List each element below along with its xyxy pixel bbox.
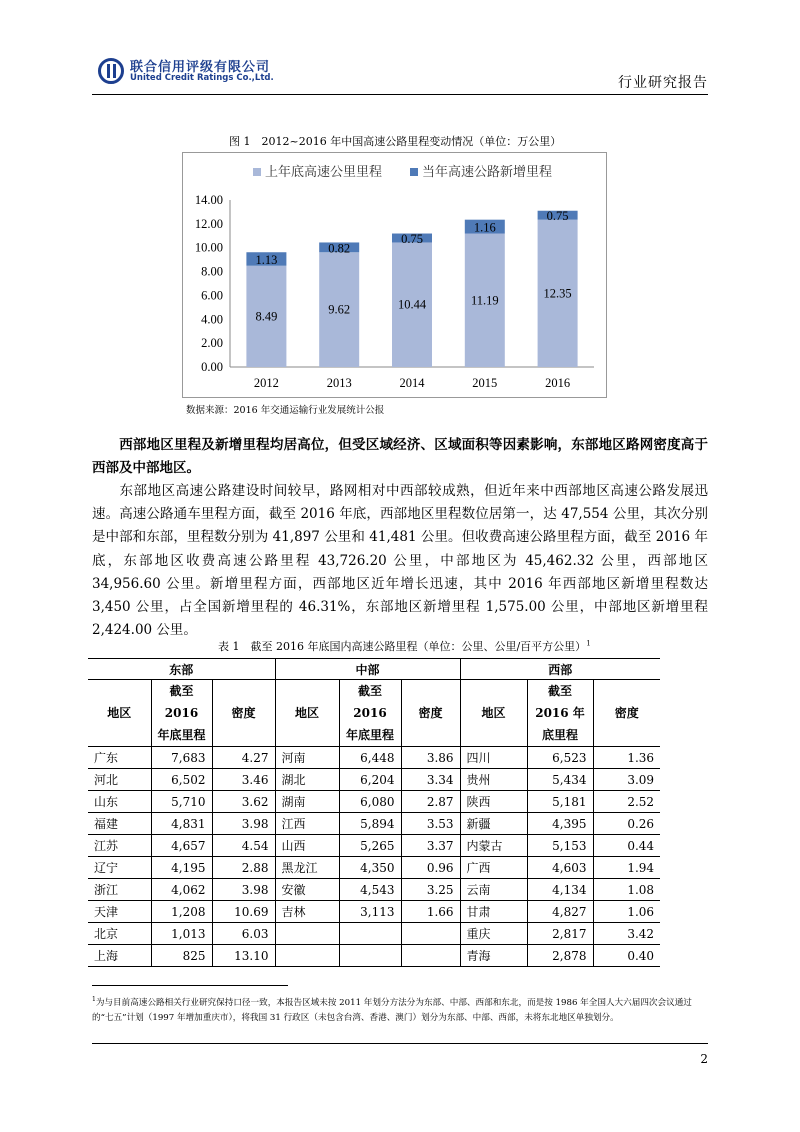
footnote-mark: 1 [92,996,96,1003]
col-header-mileage: 截至 2016 年底里程 [151,680,212,747]
cell-mileage [339,945,401,967]
cell-mileage [339,923,401,945]
x-tick-label: 2013 [326,376,352,390]
cell-area: 河南 [275,747,339,769]
region-header-row [88,659,660,680]
cell-density: 10.69 [212,901,275,923]
table-row [88,857,660,879]
data-label: 10.44 [397,297,427,312]
table-row [88,879,660,901]
table-row [88,769,660,791]
cell-area: 北京 [88,923,151,945]
cell-mileage: 4,195 [151,857,212,879]
cell-area: 内蒙古 [460,835,527,857]
mileage-chart [182,152,607,398]
cell-density: 2.87 [401,791,460,813]
cell-density: 4.27 [212,747,275,769]
col-header-density: 密度 [401,680,460,747]
cell-density: 3.09 [593,769,660,791]
cell-mileage: 6,502 [151,769,212,791]
cell-density: 1.94 [593,857,660,879]
cell-density: 1.36 [593,747,660,769]
y-tick-label: 4.00 [201,312,223,327]
data-label: 8.49 [255,309,278,324]
cell-area: 山西 [275,835,339,857]
report-type-label: 行业研究报告 [618,75,708,91]
table-row [88,835,660,857]
cell-mileage: 6,523 [527,747,593,769]
cell-density: 0.44 [593,835,660,857]
logo-emblem-icon [98,58,124,84]
region-header-central: 中部 [275,659,460,680]
cell-mileage: 4,543 [339,879,401,901]
data-label: 9.62 [328,302,351,317]
cell-area: 广东 [88,747,151,769]
page-number: 2 [700,1052,708,1066]
table-row [88,813,660,835]
cell-density: 3.98 [212,813,275,835]
cell-density: 2.52 [593,791,660,813]
data-label: 11.19 [470,293,499,308]
cell-mileage: 1,208 [151,901,212,923]
table-row [88,945,660,967]
cell-area: 天津 [88,901,151,923]
cell-density: 1.08 [593,879,660,901]
cell-area: 黑龙江 [275,857,339,879]
col-header-density: 密度 [593,680,660,747]
cell-area [275,945,339,967]
cell-area: 甘肃 [460,901,527,923]
cell-density: 3.98 [212,879,275,901]
cell-mileage: 4,827 [527,901,593,923]
cell-density: 2.88 [212,857,275,879]
cell-density: 13.10 [212,945,275,967]
cell-density: 0.26 [593,813,660,835]
cell-area: 云南 [460,879,527,901]
cell-mileage: 4,657 [151,835,212,857]
y-tick-label: 2.00 [201,336,223,351]
cell-area: 浙江 [88,879,151,901]
table-caption [218,638,591,654]
cell-density: 3.62 [212,791,275,813]
cell-area: 安徽 [275,879,339,901]
body-paragraph [92,480,708,642]
cell-mileage: 4,062 [151,879,212,901]
cell-density: 3.46 [212,769,275,791]
cell-area: 陕西 [460,791,527,813]
cell-density: 3.37 [401,835,460,857]
cell-density: 1.06 [593,901,660,923]
x-tick-label: 2012 [253,376,279,390]
chart-canvas [183,153,606,397]
cell-density: 3.53 [401,813,460,835]
col-header-mileage: 截至 2016 年底里程 [339,680,401,747]
cell-mileage: 6,448 [339,747,401,769]
table-row [88,923,660,945]
col-header-mileage: 截至 2016 年底里程 [527,680,593,747]
cell-area: 辽宁 [88,857,151,879]
highway-mileage-table [88,658,660,967]
cell-mileage: 3,113 [339,901,401,923]
cell-density [401,923,460,945]
cell-area: 湖南 [275,791,339,813]
data-label: 1.16 [473,220,496,235]
cell-mileage: 5,181 [527,791,593,813]
data-label: 12.35 [543,286,572,301]
data-label: 1.13 [255,252,278,267]
body-paragraph-text: 东部地区高速公路建设时间较早，路网相对中西部较成熟，但近年来中西部地区高速公路发展迅速。高速公路通车里程方面，截至 2016 年底，西部地区里程数位居第一，达 47,554 公里，其次分别是中部和东部，里程数分别为 41,897 公里和 41,481 公里。但收费高速公路里程方面，截至 2016 年底，东部地区收费高速公路里程 43,726.20 公里，中部地区为 45,462.32 公里，西部地区 34,956.60 公里。新增里程方面，西部地区近年增长迅速，其中 2016 年西部地区新增里程数达 3,450 公里，占全国新增里程的 46.31%，东部地区新增里程 1,575.00 公里，中部地区新增里程 2,424.00 公里。 [92,483,708,639]
company-logo [98,56,298,90]
cell-mileage: 4,603 [527,857,593,879]
logo-english-name: United Credit Ratings Co.,Ltd. [130,73,274,83]
cell-density: 4.54 [212,835,275,857]
cell-area: 江西 [275,813,339,835]
cell-area: 河北 [88,769,151,791]
cell-area: 山东 [88,791,151,813]
y-tick-label: 6.00 [201,288,223,303]
cell-density: 0.40 [593,945,660,967]
region-header-west: 西部 [460,659,660,680]
cell-area: 贵州 [460,769,527,791]
legend-label: 上年底高速公里里程 [265,164,383,179]
figure-source: 数据来源：2016 年交通运输行业发展统计公报 [186,405,385,416]
footnote [92,992,708,1026]
cell-density: 6.03 [212,923,275,945]
legend-swatch [410,168,418,176]
cell-mileage: 1,013 [151,923,212,945]
cell-mileage: 7,683 [151,747,212,769]
region-header-east: 东部 [88,659,275,680]
legend-label: 当年高速公路新增里程 [422,164,553,179]
cell-mileage: 2,817 [527,923,593,945]
cell-mileage: 5,894 [339,813,401,835]
footnote-text: 为与目前高速公路相关行业研究保持口径一致，本报告区域未按 2011 年划分方法分为东部、中部、西部和东北，而是按 1986 年全国人大六届四次会议通过的“七五”计划（1997 年增加重庆市），将我国 31 行政区（未包含台湾、香港、澳门）划分为东部、中部、西部，未将东北地区单独划分。 [92,997,692,1023]
cell-density: 3.34 [401,769,460,791]
cell-area: 重庆 [460,923,527,945]
section-heading-text: 西部地区里程及新增里程均居高位，但受区域经济、区域面积等因素影响，东部地区路网密度高于西部及中部地区。 [92,437,708,477]
cell-mileage: 4,134 [527,879,593,901]
cell-area [275,923,339,945]
cell-mileage: 5,434 [527,769,593,791]
y-tick-label: 14.00 [194,193,223,207]
figure-caption: 图 1 2012~2016 年中国高速公路里程变动情况（单位：万公里） [229,135,562,148]
cell-density: 3.42 [593,923,660,945]
logo-chinese-name: 联合信用评级有限公司 [130,60,271,75]
cell-area: 四川 [460,747,527,769]
header-divider [92,94,708,95]
x-tick-label: 2015 [472,376,498,390]
cell-area: 青海 [460,945,527,967]
table-caption-text: 表 1 截至 2016 年底国内高速公路里程（单位：公里、公里/百平方公里） [218,640,587,653]
y-tick-label: 12.00 [194,216,223,231]
cell-mileage: 5,265 [339,835,401,857]
data-label: 0.75 [546,209,569,224]
cell-area: 吉林 [275,901,339,923]
cell-area: 江苏 [88,835,151,857]
cell-density: 1.66 [401,901,460,923]
cell-mileage: 6,204 [339,769,401,791]
x-tick-label: 2014 [399,376,425,390]
cell-mileage: 825 [151,945,212,967]
cell-mileage: 5,153 [527,835,593,857]
table-row [88,901,660,923]
col-header-area: 地区 [460,680,527,747]
cell-mileage: 2,878 [527,945,593,967]
data-label: 0.82 [328,241,351,256]
cell-density: 0.96 [401,857,460,879]
cell-mileage: 5,710 [151,791,212,813]
cell-mileage: 4,831 [151,813,212,835]
cell-density: 3.86 [401,747,460,769]
y-tick-label: 0.00 [201,360,223,374]
footnote-divider [92,985,288,986]
y-tick-label: 10.00 [194,240,223,255]
cell-area: 新疆 [460,813,527,835]
cell-area: 湖北 [275,769,339,791]
table-row [88,791,660,813]
data-label: 0.75 [401,231,423,246]
table-caption-footnote-mark: 1 [586,639,591,648]
cell-density: 3.25 [401,879,460,901]
col-header-area: 地区 [88,680,151,747]
cell-mileage: 4,395 [527,813,593,835]
cell-mileage: 6,080 [339,791,401,813]
cell-density [401,945,460,967]
cell-mileage: 4,350 [339,857,401,879]
footer-divider [92,1043,708,1044]
table-row [88,747,660,769]
cell-area: 福建 [88,813,151,835]
cell-area: 上海 [88,945,151,967]
y-tick-label: 8.00 [201,264,223,279]
legend-swatch [253,168,261,176]
cell-area: 广西 [460,857,527,879]
col-header-area: 地区 [275,680,339,747]
column-header-row [88,680,660,747]
x-tick-label: 2016 [545,376,571,390]
section-heading [92,434,708,480]
col-header-density: 密度 [212,680,275,747]
